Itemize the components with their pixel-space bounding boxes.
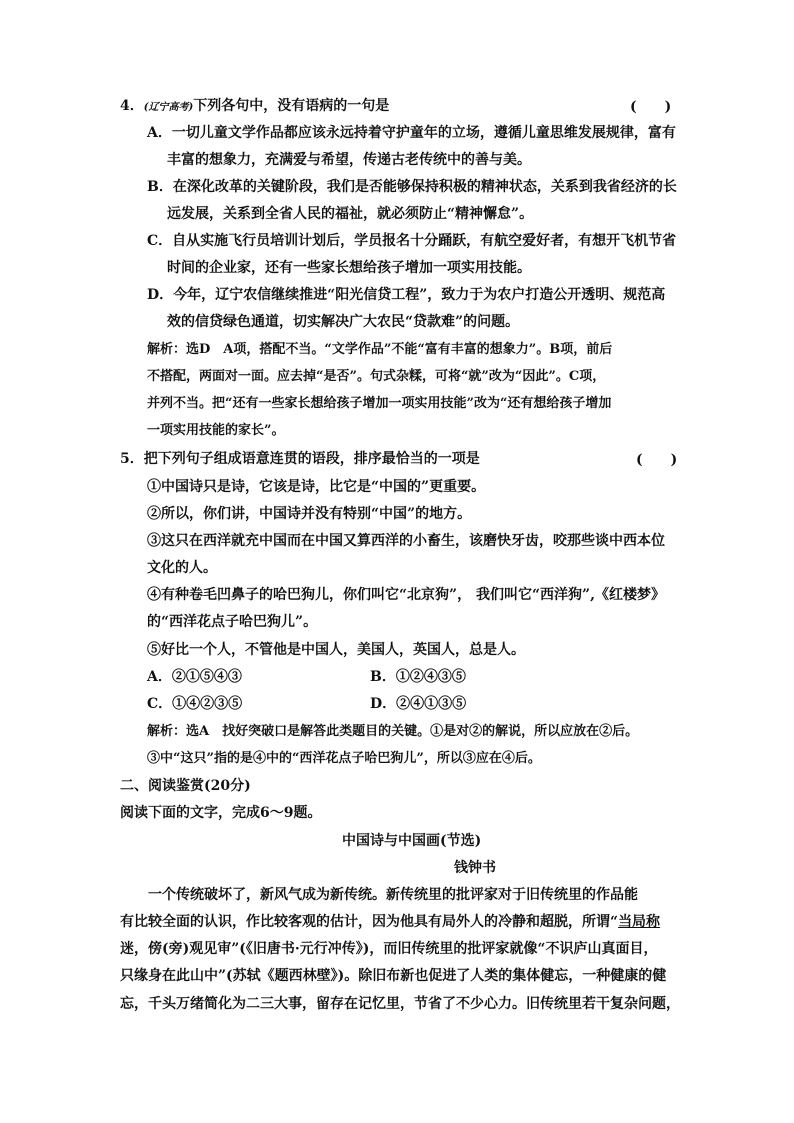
q4-analysis-line2: 不搭配，两面对一面。应去掉“是否”。句式杂糅，可将“就”改为“因此”。C项， (147, 369, 606, 384)
q4-stem: 下列各句中，没有语病的一句是 (193, 98, 390, 114)
q4-stem-line (120, 96, 389, 118)
q5-option-c: C．①④②③⑤ (147, 696, 243, 712)
passage-title: 中国诗与中国画(节选) (342, 833, 482, 849)
q4-option-d-line2: 效的信贷绿色通道，切实解决广大农民“贷款难”的问题。 (167, 314, 520, 330)
q5-stem: 5．把下列句子组成语意连贯的语段，排序最恰当的一项是 (120, 451, 480, 467)
q4-option-a-line1: A．一切儿童文学作品都应该永远持着守护童年的立场，遵循儿童思维发展规律，富有 (147, 125, 676, 141)
q5-sentence-2: ②所以，你们讲，中国诗并没有特别“中国”的地方。 (147, 506, 472, 522)
q4-source: (辽宁高考) (143, 102, 194, 113)
passage-line-2: 有比较全面的认识，作比较客观的估计，因为他具有局外人的冷静和超脱，所谓“当局称 (120, 914, 661, 930)
q4-number: 4． (120, 98, 144, 114)
q4-analysis-line4: 一项实用技能的家长”。 (147, 423, 285, 438)
q4-option-b-line2: 远发展，关系到全省人民的福祉，就必须防止“精神懈怠”。 (167, 206, 534, 222)
underlined-quote-1: 当局称 (618, 914, 661, 930)
q5-sentence-1: ①中国诗只是诗，它该是诗，比它是“中国的”更重要。 (147, 479, 486, 495)
q5-option-b: B．①②④③⑤ (370, 669, 466, 685)
passage-line-3: 迷，傍(旁)观见审”(《旧唐书·元行冲传》)，而旧传统里的批评家就像“不识庐山真面目， (120, 941, 658, 957)
q4-option-b-line1: B．在深化改革的关键阶段，我们是否能够保持积极的精神状态，关系到我省经济的长 (147, 179, 677, 195)
q5-analysis-line1: 解析：选A 找好突破口是解答此类题目的关键。①是对②的解说，所以应放在②后。 (147, 724, 639, 739)
reading-instruction: 阅读下面的文字，完成6～9题。 (120, 805, 322, 821)
q5-analysis-line2: ③中“这只”指的是④中的“西洋花点子哈巴狗儿”，所以③应在④后。 (147, 751, 541, 766)
q5-sentence-5: ⑤好比一个人，不管他是中国人，美国人，英国人，总是人。 (147, 642, 525, 658)
q4-answer-paren: ( ) (630, 99, 672, 115)
q5-sentence-4-line2: 的“西洋花点子哈巴狗儿”。 (147, 614, 318, 630)
q5-option-d: D．②④①③⑤ (370, 696, 467, 712)
q5-option-a: A．②①⑤④③ (147, 669, 242, 685)
passage-line-5: 忘，千头万绪简化为二三大事，留存在记忆里，节省了不少心力。旧传统里若干复杂问题， (120, 996, 680, 1012)
q4-option-c-line1: C．自从实施飞行员培训计划后，学员报名十分踊跃，有航空爱好者，有想开飞机节省 (147, 233, 677, 249)
section-heading: 二、阅读鉴赏(20分) (120, 778, 251, 794)
q5-sentence-3-line1: ③这只在西洋就充中国而在中国又算西洋的小畜生，该磨快牙齿，咬那些谈中西本位 (147, 533, 665, 549)
q5-sentence-4-line1: ④有种卷毛凹鼻子的哈巴狗儿，你们叫它“北京狗”， 我们叫它“西洋狗”,《红楼梦》 (147, 587, 665, 603)
q5-answer-paren: ( ) (636, 452, 678, 468)
q4-analysis-line3: 并列不当。把“还有一些家长想给孩子增加一项实用技能”改为“还有想给孩子增加 (147, 396, 612, 411)
q4-option-a-line2: 丰富的想象力，充满爱与希望，传递古老传统中的善与美。 (167, 152, 531, 168)
passage-author: 钱钟书 (454, 860, 496, 876)
q5-sentence-3-line2: 文化的人。 (147, 560, 217, 576)
q4-analysis-line1: 解析：选D A项，搭配不当。“文学作品”不能“富有丰富的想象力”。B项，前后 (147, 342, 613, 357)
q4-option-d-line1: D．今年，辽宁农信继续推进“阳光信贷工程”，致力于为农户打造公开透明、规范高 (147, 287, 666, 303)
q4-option-c-line2: 时间的企业家，还有一些家长想给孩子增加一项实用技能。 (167, 260, 531, 276)
passage-line-4: 只缘身在此山中”(苏轼《题西林壁》)。除旧布新也促进了人类的集体健忘，一种健康的健 (120, 968, 667, 984)
passage-line-1: 一个传统破坏了，新风气成为新传统。新传统里的批评家对于旧传统里的作品能 (120, 887, 638, 903)
